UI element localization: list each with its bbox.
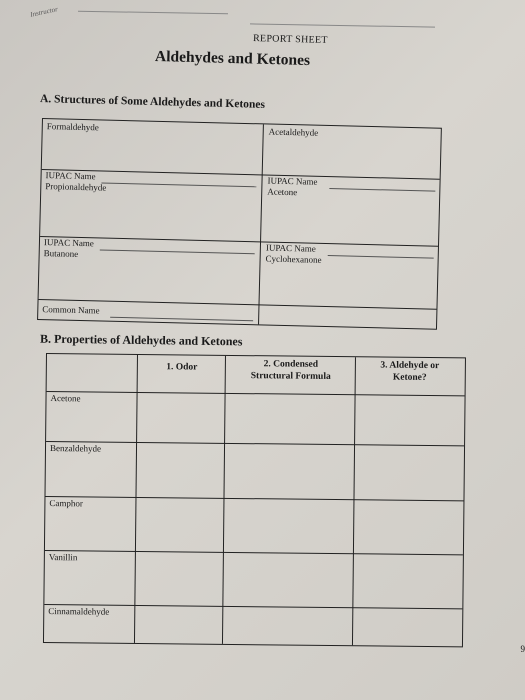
row-label-acetone: Acetone [50, 393, 81, 404]
header-odor: 1. Odor [166, 362, 198, 373]
structures-table [37, 118, 442, 330]
table-divider [352, 357, 356, 645]
name-line [78, 11, 228, 15]
answer-line[interactable] [100, 249, 255, 254]
row-label-camphor: Camphor [49, 498, 83, 509]
cell-formaldehyde: Formaldehyde [46, 121, 99, 133]
section-a-title: A. Structures of Some Aldehydes and Ketones [39, 93, 266, 111]
section-b-title: B. Properties of Aldehydes and Ketones [39, 331, 243, 349]
header-line: Structural Formula [250, 371, 331, 382]
table-divider [45, 550, 463, 555]
iupac-name-label: IUPAC Name [265, 242, 316, 254]
answer-line[interactable] [101, 182, 256, 187]
table-divider [46, 441, 464, 446]
table-divider [40, 236, 438, 247]
table-divider [134, 355, 138, 643]
header-structural-formula [227, 358, 355, 383]
row-label-vanillin: Vanillin [48, 552, 78, 563]
row-label-cinnamaldehyde: Cinnamaldehyde [48, 606, 110, 617]
table-divider [47, 391, 465, 396]
instructor-label: Instructor [29, 5, 59, 19]
table-divider [222, 356, 226, 644]
header-line: Ketone? [392, 372, 427, 383]
iupac-name-label: IUPAC Name [45, 170, 96, 182]
cell-butanone: Butanone [43, 248, 79, 259]
page-title: Aldehydes and Ketones [154, 47, 311, 70]
answer-line[interactable] [329, 188, 435, 192]
iupac-name-label: IUPAC Name [267, 175, 318, 187]
page-number: 9 [520, 644, 525, 654]
cell-propionaldehyde: Propionaldehyde [45, 181, 107, 193]
cell-cyclohexanone: Cyclohexanone [265, 253, 322, 265]
date-line [250, 23, 435, 27]
properties-table [43, 353, 466, 647]
answer-line[interactable] [110, 317, 253, 321]
iupac-name-label: IUPAC Name [43, 237, 94, 249]
row-label-benzaldehyde: Benzaldehyde [49, 443, 102, 454]
header-line: 3. Aldehyde or [380, 360, 440, 372]
answer-line[interactable] [328, 255, 434, 259]
table-divider [42, 169, 440, 180]
cell-acetaldehyde: Acetaldehyde [268, 126, 319, 138]
table-divider [258, 124, 264, 324]
report-sheet-heading: REPORT SHEET [252, 33, 328, 46]
common-name-label: Common Name [42, 304, 100, 316]
cell-acetone: Acetone [267, 186, 298, 198]
header-aldehyde-or-ketone [357, 359, 463, 384]
header-line: 2. Condensed [263, 359, 319, 370]
table-divider [45, 496, 463, 501]
